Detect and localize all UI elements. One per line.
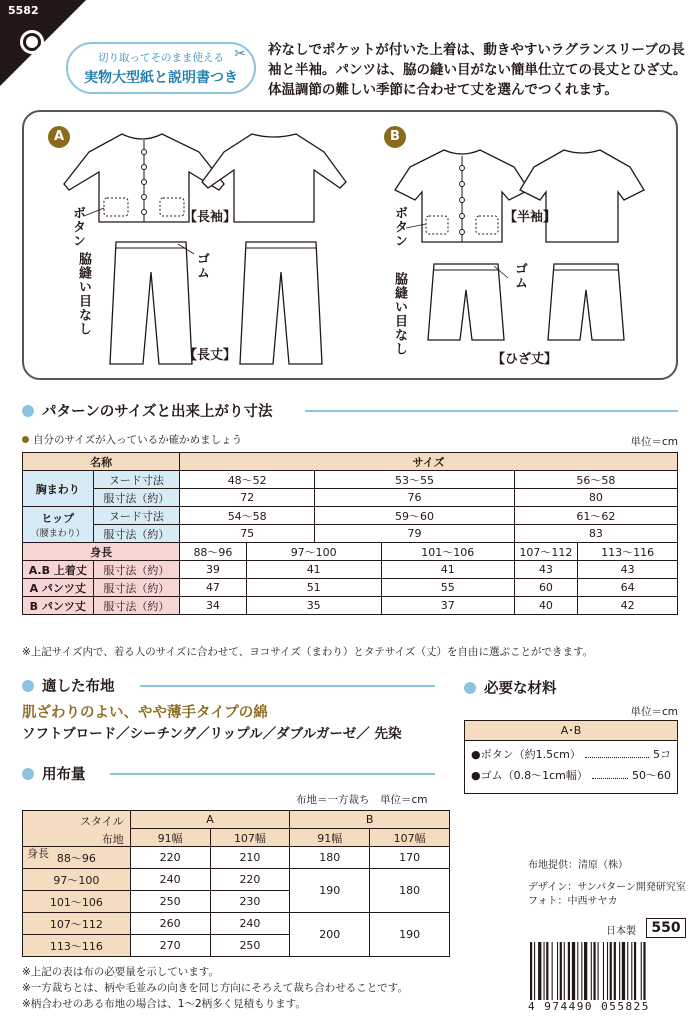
style-b-badge: B xyxy=(384,126,406,148)
a-gom-label: ゴム xyxy=(194,252,209,280)
fabric-subtitle: 肌ざわりのよい、やや薄手タイプの綿 xyxy=(22,705,268,721)
material-header: A･B xyxy=(465,721,677,741)
b-button-label: ボタン xyxy=(392,206,407,248)
yardage-table: スタイル 布地 身長 A B 91幅 107幅 91幅 107幅 88～96 220 210 180 170 97～100 240 220 190 180 101～106 250 230 107～112 260 240 200 190 113～116 270 250 xyxy=(22,810,450,957)
feature-pill xyxy=(66,42,256,94)
a-pants-back xyxy=(240,242,322,364)
price: 550 xyxy=(646,918,686,938)
size-section-rule xyxy=(305,410,678,412)
hip-fin-label: 服寸法（約） xyxy=(93,525,180,543)
table-row: 101～106 250 230 xyxy=(23,891,450,913)
size-table: 名称 サイズ 胸まわり ヌード寸法 48～52 53～55 56～58 服寸法（約） 72 76 80 ヒップ （腰まわり） ヌード寸法 54～58 59～60 61～62 服寸法（約） 75 79 83 身長 88～96 97～100 101～106 107～112 113～116 A.B 上着丈 服寸法（約） 39 41 41 43 43 A パンツ丈 服寸法（約） 47 51 55 60 64 B パンツ丈 服寸法（約） 34 35 37 40 42 xyxy=(22,452,678,615)
fabric-section-rule xyxy=(140,685,435,687)
size-note: 自分のサイズが入っているか確かめましょう xyxy=(22,432,242,447)
table-row: 88～96 220 210 180 170 xyxy=(23,847,450,869)
material-unit: 単位＝cm xyxy=(630,706,678,718)
section-dot-icon xyxy=(464,682,476,694)
section-dot-icon xyxy=(22,768,34,780)
style-a-header: A xyxy=(130,811,290,829)
fabric-list: ソフトブロード／シーチング／リップル／ダブルガーゼ／ 先染 xyxy=(22,726,402,742)
yardage-note-3: ※柄合わせのある布地の場合は、1～2柄多く見積もります。 xyxy=(22,998,306,1010)
jacket-length-label: A.B 上着丈 xyxy=(23,561,94,579)
yardage-unit: 布地＝一方裁ち 単位＝cm xyxy=(296,794,428,806)
scissors-icon: ✂ xyxy=(234,46,246,62)
section-dot-icon xyxy=(22,405,34,417)
b-pants-length-label: B パンツ丈 xyxy=(23,597,94,615)
barcode-number: 4 974490 055825 xyxy=(528,1000,650,1013)
barcode-icon xyxy=(528,942,686,1002)
table-row: 97～100 240 220 190 180 xyxy=(23,869,450,891)
photo-credit: フォト：中西サヤカ xyxy=(528,896,618,907)
fabric-section-title: 適した布地 xyxy=(22,675,115,696)
product-code: 5582 xyxy=(8,4,39,17)
pill-line1: 切り取ってそのまま使える xyxy=(98,52,224,64)
hip-label: ヒップ （腰まわり） xyxy=(23,507,94,543)
b-sleeve-label: 【半袖】 xyxy=(504,210,557,225)
material-button-row: ●ボタン（約1.5cm） 5コ xyxy=(471,748,671,761)
style-b-header: B xyxy=(290,811,450,829)
b-shorts-back xyxy=(548,264,624,340)
intro-text: 衿なしでポケットが付いた上着は、動きやすいラグランスリーブの長袖と半袖。パンツは、脇の縫い目がない簡単仕立ての長丈とひざ丈。体温調節の難しい季節に合わせて丈を選んでつくれます。 xyxy=(268,42,687,98)
b-shorts-front xyxy=(428,264,504,340)
a-button-label: ボタン xyxy=(70,206,85,248)
yardage-section-title: 用布量 xyxy=(22,763,86,784)
pill-line2: 実物大型紙と説明書つき xyxy=(84,70,238,86)
chest-fin-label: 服寸法（約） xyxy=(93,489,180,507)
a-length-label: 【長丈】 xyxy=(184,348,237,363)
b-side-label: 脇縫い目なし xyxy=(392,272,407,356)
size-section-title: パターンのサイズと出来上がり寸法 xyxy=(22,400,273,421)
height-label: 身長 xyxy=(23,543,180,561)
yardage-section-rule xyxy=(110,773,435,775)
garment-drawings xyxy=(24,112,680,382)
hip-nude-label: ヌード寸法 xyxy=(93,507,180,525)
b-shirt-back xyxy=(520,150,644,242)
size-unit: 単位＝cm xyxy=(630,436,678,448)
chest-nude-label: ヌード寸法 xyxy=(93,471,180,489)
table-row: 107～112 260 240 200 190 xyxy=(23,913,450,935)
size-footnote: ※上記サイズ内で、着る人のサイズに合わせて、ヨコサイズ（まわり）とタテサイズ（丈）を自由に選ぶことができます。 xyxy=(22,646,594,658)
b-length-label: 【ひざ丈】 xyxy=(492,352,558,367)
section-dot-icon xyxy=(22,680,34,692)
brand-logo-icon xyxy=(20,30,44,54)
note-dot-icon xyxy=(22,436,29,443)
table-row: 113～116 270 250 xyxy=(23,935,450,957)
h-name: 名称 xyxy=(23,453,180,471)
fabric-credit: 布地提供：清原（株） xyxy=(528,860,628,871)
a-pants-front xyxy=(110,242,192,364)
style-a-badge: A xyxy=(48,126,70,148)
a-sleeve-label: 【長袖】 xyxy=(184,210,237,225)
h-size: サイズ xyxy=(180,453,678,471)
made-in-japan: 日本製 xyxy=(606,926,636,937)
illustration-panel xyxy=(22,110,678,380)
b-gom-label: ゴム xyxy=(512,262,527,290)
a-side-label: 脇縫い目なし xyxy=(76,252,91,336)
a-pants-length-label: A パンツ丈 xyxy=(23,579,94,597)
design-credit: デザイン：サンパターン開発研究室 xyxy=(528,882,686,893)
yardage-note-1: ※上記の表は布の必要量を示しています。 xyxy=(22,966,219,978)
yardage-note-2: ※一方裁ちとは、柄や毛並みの向きを同じ方向にそろえて裁ち合わせることです。 xyxy=(22,982,408,994)
material-gom-row: ●ゴム（0.8～1cm幅） 50～60 xyxy=(471,769,671,782)
material-box xyxy=(464,720,678,794)
material-section-title: 必要な材料 xyxy=(464,677,557,698)
yardage-corner-cell: スタイル 布地 身長 xyxy=(23,811,131,847)
chest-label: 胸まわり xyxy=(23,471,94,507)
